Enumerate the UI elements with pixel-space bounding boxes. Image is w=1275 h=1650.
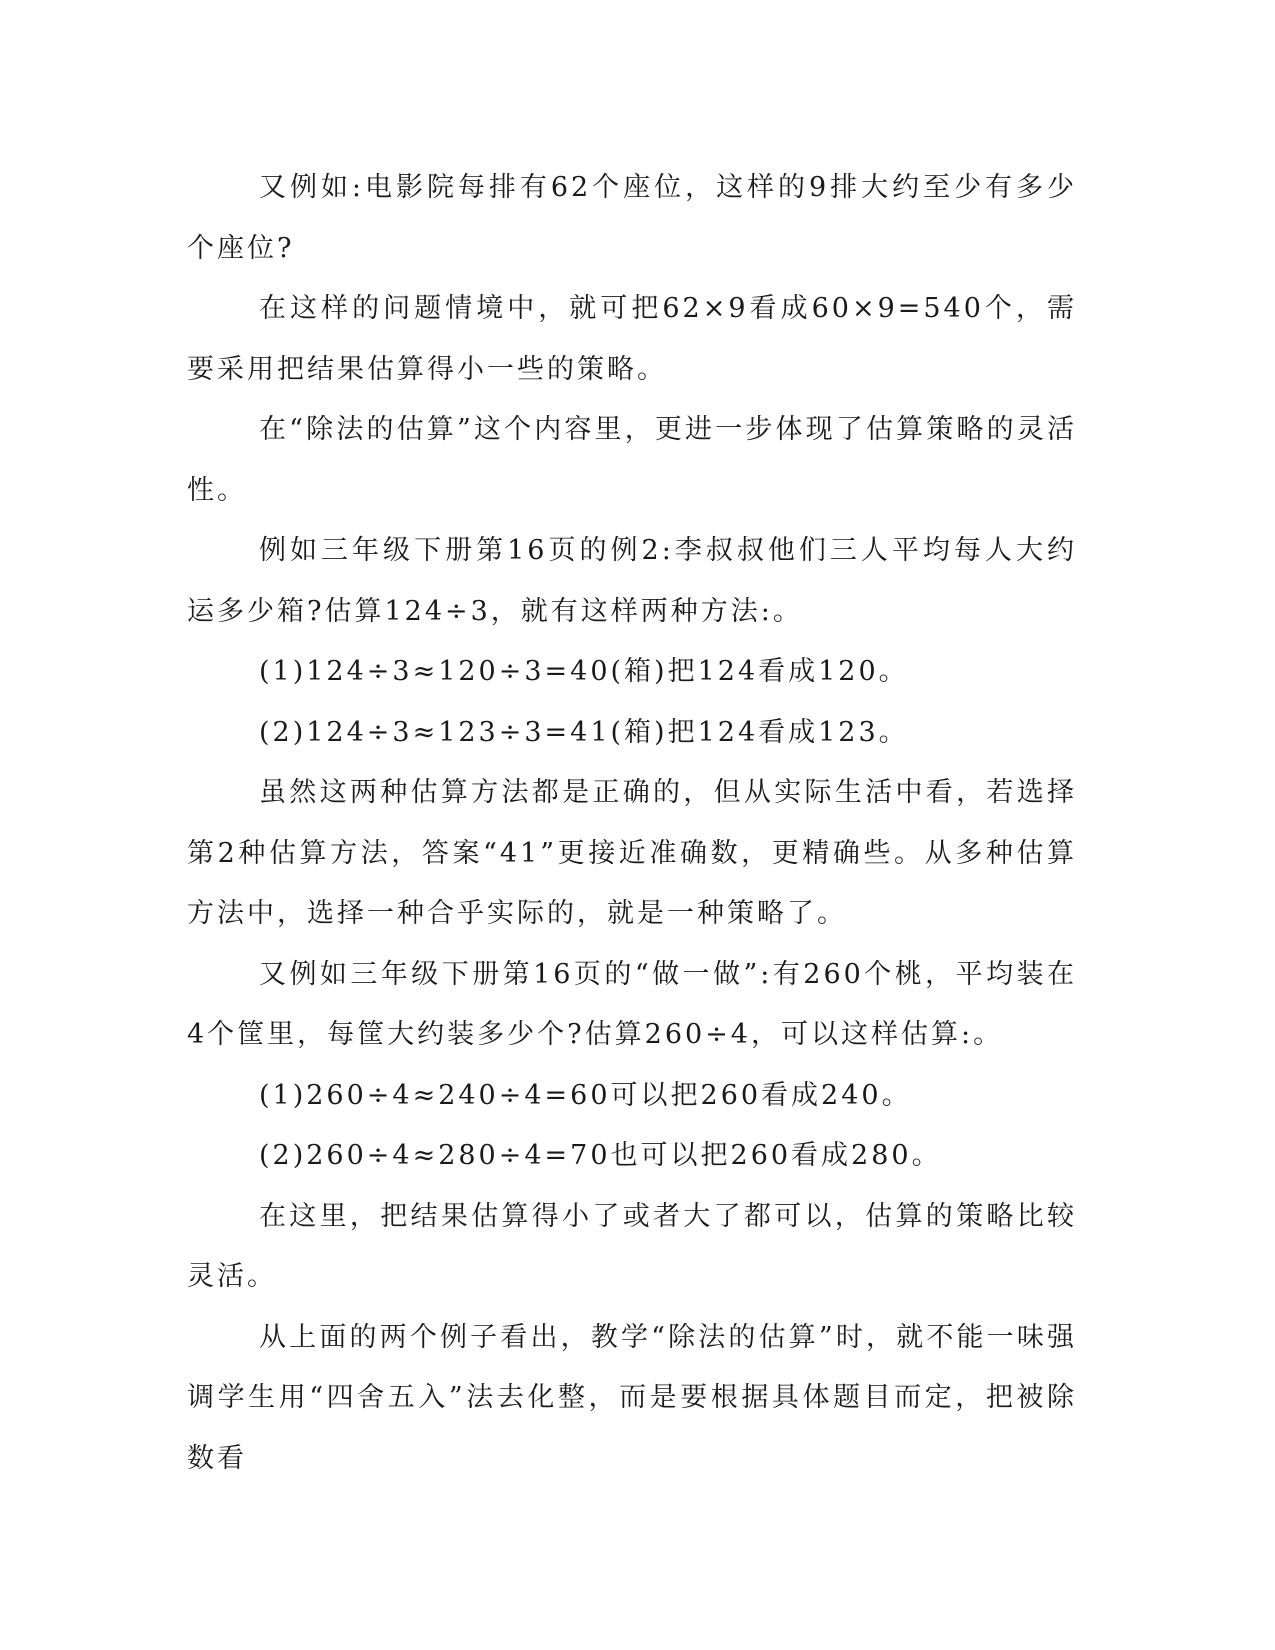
paragraph: 又例如:电影院每排有62个座位，这样的9排大约至少有多少个座位? [187, 172, 1077, 264]
document-body [187, 158, 1077, 1489]
paragraph: (2)260÷4≈280÷4=70也可以把260看成280。 [259, 1140, 942, 1171]
paragraph: 从上面的两个例子看出，教学“除法的估算”时，就不能一味强调学生用“四舍五入”法去化整，而是要根据具体题目而定，把被除数看 [187, 1321, 1077, 1474]
paragraph: 在“除法的估算”这个内容里，更进一步体现了估算策略的灵活性。 [187, 414, 1077, 506]
paragraph: 虽然这两种估算方法都是正确的，但从实际生活中看，若选择第2种估算方法，答案“41”更接近准确数，更精确些。从多种估算方法中，选择一种合乎实际的，就是一种策略了。 [187, 777, 1077, 929]
paragraph: (1)124÷3≈120÷3=40(箱)把124看成120。 [259, 656, 909, 687]
paragraph: 例如三年级下册第16页的例2:李叔叔他们三人平均每人大约运多少箱?估算124÷3，就有这样两种方法:。 [187, 535, 1077, 627]
paragraph: (1)260÷4≈240÷4=60可以把260看成240。 [259, 1079, 912, 1111]
paragraph: 在这里，把结果估算得小了或者大了都可以，估算的策略比较灵活。 [187, 1200, 1077, 1292]
paragraph: 在这样的问题情境中，就可把62×9看成60×9=540个，需要采用把结果估算得小一些的策略。 [187, 293, 1077, 385]
paragraph: 又例如三年级下册第16页的“做一做”:有260个桃，平均装在4个筐里，每筐大约装多少个?估算260÷4，可以这样估算:。 [187, 958, 1077, 1050]
paragraph: (2)124÷3≈123÷3=41(箱)把124看成123。 [259, 716, 909, 748]
